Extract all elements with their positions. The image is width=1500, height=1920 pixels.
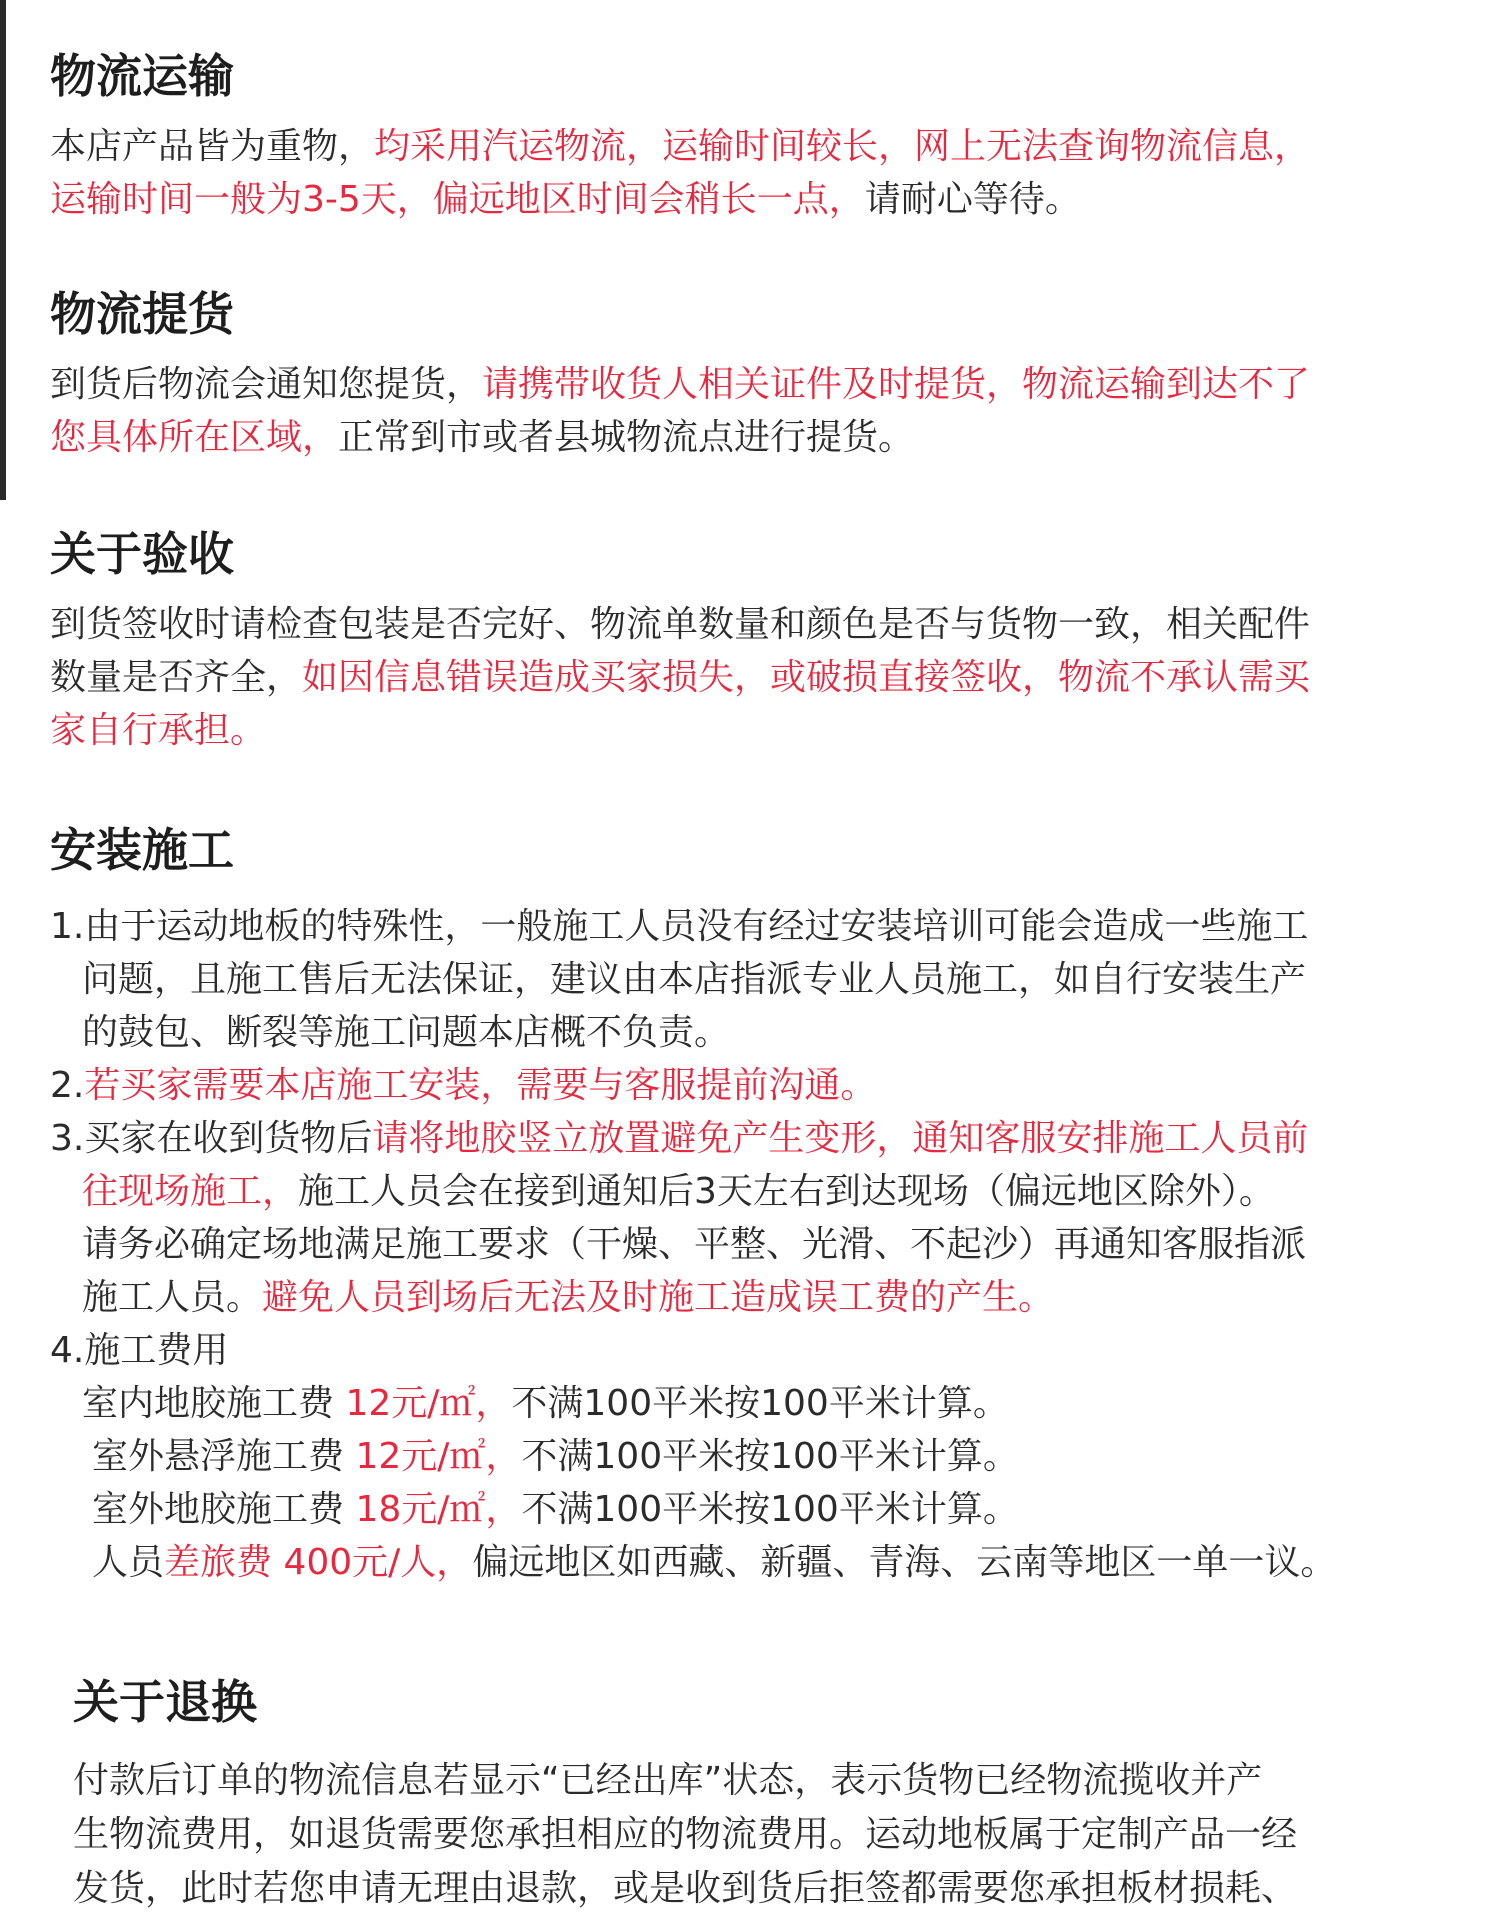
pickup-line-2	[50, 411, 1450, 464]
highlight-text: 如因信息错误造成买家损失，或破损直接签收，物流不承认需买	[302, 657, 1311, 698]
install-item-4: 4.施工费用	[50, 1330, 229, 1371]
section-returns	[73, 1672, 1473, 1916]
fee-note: 不满100平米按100平米计算。	[521, 1489, 1019, 1530]
returns-line-3: 发货，此时若您申请无理由退款，或是收到货后拒签都需要您承担板材损耗、	[73, 1868, 1298, 1909]
install-item-3-line-4	[50, 1271, 1450, 1324]
logistics-line-2	[50, 173, 1450, 226]
fee-label: 室外悬浮施工费	[92, 1436, 356, 1477]
section-title-install: 安装施工	[50, 823, 234, 877]
text: 本店产品皆为重物，	[50, 126, 375, 167]
install-item-3-line-1	[50, 1112, 1450, 1165]
section-install	[50, 820, 1450, 1589]
fee-note: 不满100平米按100平米计算。	[511, 1383, 1009, 1424]
fee-price: 18元/㎡，	[355, 1489, 522, 1530]
section-logistics	[50, 46, 1450, 226]
highlight-text: 运输时间一般为3-5天，偏远地区时间会稍长一点，	[50, 179, 865, 220]
text: 施工人员会在接到通知后3天左右到达现场（偏远地区除外）。	[298, 1171, 1275, 1212]
fee-row-outdoor-pvc	[50, 1483, 1450, 1536]
install-item-2	[50, 1059, 1450, 1112]
inspection-line-3: 家自行承担。	[50, 710, 267, 751]
highlight-text: 往现场施工，	[82, 1171, 299, 1212]
section-title-returns: 关于退换	[73, 1675, 257, 1729]
install-list	[50, 900, 1450, 1589]
section-inspection	[50, 524, 1450, 757]
install-item-3-line-2	[50, 1165, 1450, 1218]
returns-line-2: 生物流费用，如退货需要您承担相应的物流费用。运动地板属于定制产品一经	[73, 1814, 1298, 1855]
highlight-text: 请携带收货人相关证件及时提货，物流运输到达不了	[482, 364, 1311, 405]
text: 2.	[50, 1065, 85, 1106]
fee-note: 不满100平米按100平米计算。	[521, 1436, 1019, 1477]
highlight-text: 避免人员到场后无法及时施工造成误工费的产生。	[262, 1277, 1055, 1318]
highlight-text: 若买家需要本店施工安装，需要与客服提前沟通。	[84, 1065, 877, 1106]
section-title-logistics: 物流运输	[50, 49, 234, 103]
text: 到货后物流会通知您提货，	[50, 364, 483, 405]
fee-label: 人员	[92, 1542, 165, 1583]
fee-price: 12元/㎡，	[345, 1383, 512, 1424]
highlight-text: 均采用汽运物流，运输时间较长，网上无法查询物流信息，	[374, 126, 1311, 167]
pickup-line-1	[50, 358, 1450, 411]
returns-line-1: 付款后订单的物流信息若显示“已经出库”状态，表示货物已经物流揽收并产	[73, 1760, 1263, 1801]
install-item-1-line-1: 1.由于运动地板的特殊性，一般施工人员没有经过安装培训可能会造成一些施工	[50, 906, 1309, 947]
inspection-line-1: 到货签收时请检查包装是否完好、物流单数量和颜色是否与货物一致，相关配件	[50, 604, 1311, 645]
logistics-line-1	[50, 120, 1450, 173]
install-item-1-line-2: 问题，且施工售后无法保证，建议由本店指派专业人员施工，如自行安装生产	[82, 959, 1307, 1000]
section-title-pickup: 物流提货	[50, 287, 234, 341]
fee-row-outdoor-suspended	[50, 1430, 1450, 1483]
install-item-3-line-3: 请务必确定场地满足施工要求（干燥、平整、光滑、不起沙）再通知客服指派	[82, 1224, 1307, 1265]
text: 请耐心等待。	[864, 179, 1081, 220]
fee-label: 室外地胶施工费	[92, 1489, 356, 1530]
text: 3.买家在收到货物后	[50, 1118, 373, 1159]
fee-price: 差旅费 400元/人，	[164, 1542, 473, 1583]
highlight-text: 您具体所在区域，	[50, 417, 339, 458]
text: 施工人员。	[82, 1277, 263, 1318]
section-title-inspection: 关于验收	[50, 527, 234, 581]
fee-price: 12元/㎡，	[355, 1436, 522, 1477]
fee-label: 室内地胶施工费	[82, 1383, 346, 1424]
left-accent-bar	[0, 0, 6, 500]
section-pickup	[50, 284, 1450, 464]
inspection-line-2	[50, 651, 1450, 704]
fee-row-indoor-pvc	[50, 1377, 1450, 1430]
highlight-text: 请将地胶竖立放置避免产生变形，通知客服安排施工人员前	[372, 1118, 1309, 1159]
fee-note: 偏远地区如西藏、新疆、青海、云南等地区一单一议。	[472, 1542, 1337, 1583]
install-item-1-line-3: 的鼓包、断裂等施工问题本店概不负责。	[82, 1012, 731, 1053]
text: 正常到市或者县城物流点进行提货。	[338, 417, 915, 458]
text: 数量是否齐全，	[50, 657, 303, 698]
fee-row-travel	[50, 1536, 1450, 1589]
